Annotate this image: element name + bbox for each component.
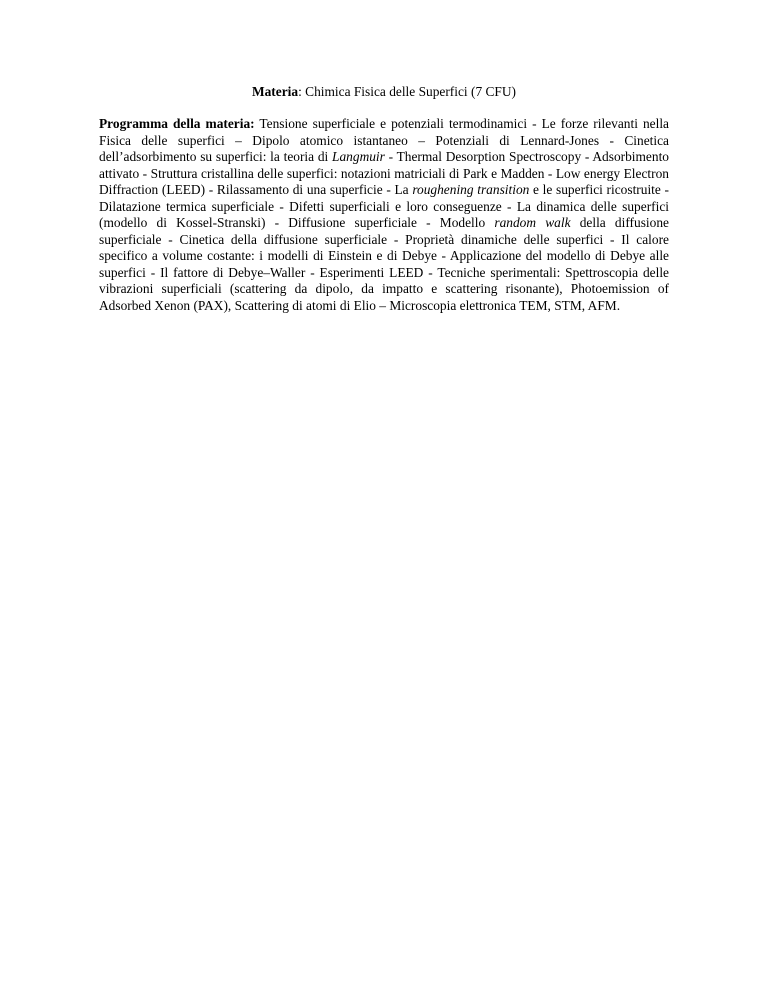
subject-heading xyxy=(0,84,768,100)
program-text-3: e le superfici ricostruite - Dilatazione termica superficiale - Difetti superficiali e loro conseguenze - La dinamica delle superfici (modello di Kossel-Stranski) - Diffusione superficiale - Modello xyxy=(99,182,669,230)
program-text-2: - Thermal Desorption Spectroscopy - Adsorbimento attivato - Struttura cristallina delle superfici: notazioni matriciali di Park e Madden - Low energy Electron Diffraction (LEED) - Rilassamento di una superficie - La xyxy=(99,149,669,197)
program-italic-roughening: roughening transition xyxy=(412,182,530,197)
program-label: Programma della materia: xyxy=(99,116,255,131)
program-text-4: della diffusione superficiale - Cinetica della diffusione superficiale - Proprietà dinamiche delle superfici - Il calore specifico a volume costante: i modelli di Einstein e di Debye - Applicazione del modello di Debye alle superfici - Il fattore di Debye–Waller - Esperimenti LEED - Tecniche sperimentali: Spettroscopia delle vibrazioni superficiali (scattering da dipolo, da impatto e scattering risonante), Photoemission of Adsorbed Xenon (PAX), Scattering di atomi di Elio – Microscopia elettronica TEM, STM, AFM. xyxy=(99,215,669,313)
program-paragraph xyxy=(99,116,669,314)
program-italic-random-walk: random walk xyxy=(494,215,571,230)
program-italic-langmuir: Langmuir xyxy=(332,149,385,164)
subject-value: : Chimica Fisica delle Superfici (7 CFU) xyxy=(298,84,517,99)
program-text-1: Tensione superficiale e potenziali termodinamici - Le forze rilevanti nella Fisica delle superfici – Dipolo atomico istantaneo – Potenziali di Lennard-Jones - Cinetica dell’adsorbimento su superfici: la teoria di xyxy=(99,116,669,164)
subject-label: Materia xyxy=(251,84,299,99)
